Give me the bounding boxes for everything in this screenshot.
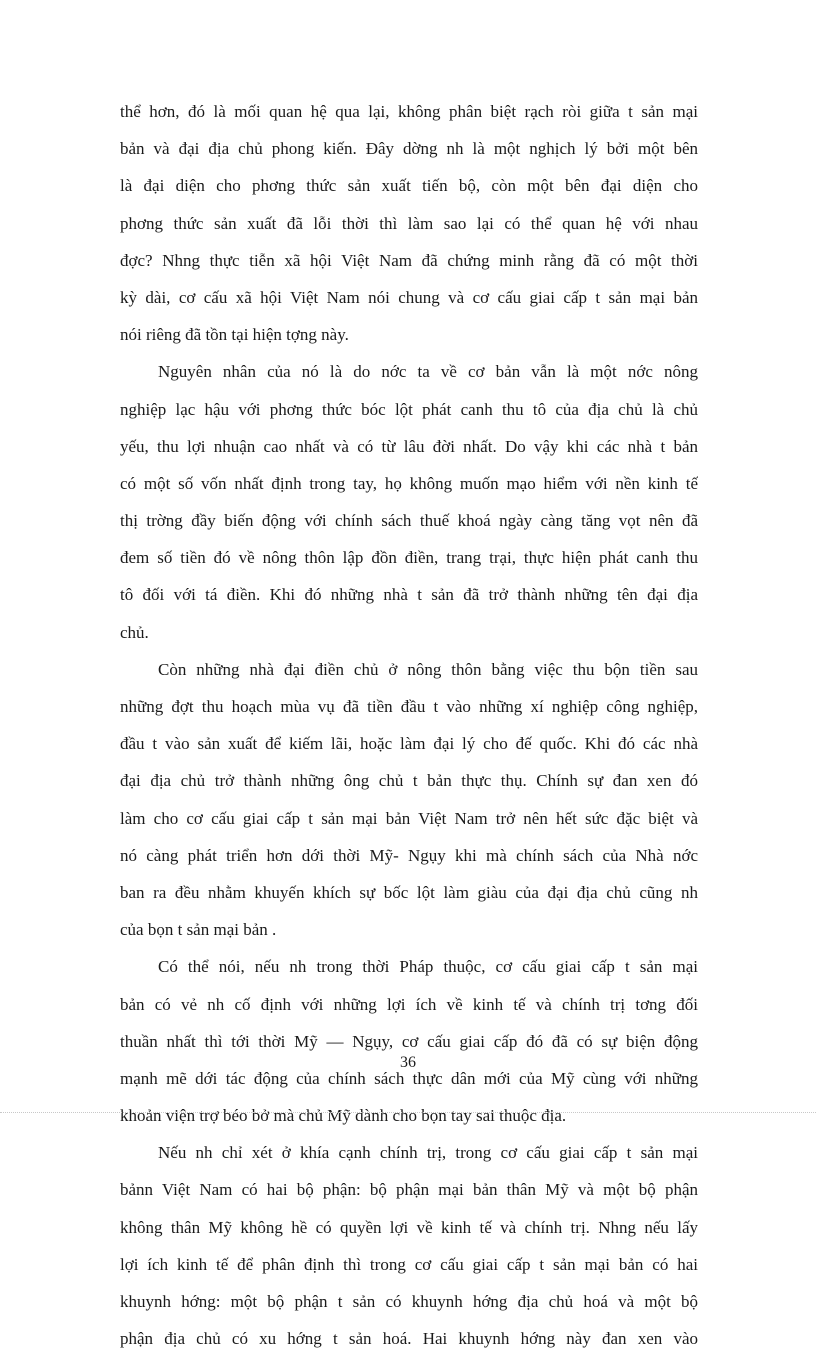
text-line: thị trờng đầy biến động với chính sách thuế khoá ngày càng tăng vọt nên đã [120, 511, 698, 531]
text-line: nghiệp lạc hậu với phơng thức bóc lột phát canh thu tô của địa chủ là chủ [120, 399, 698, 419]
text-line: phận địa chủ có xu hớng t sản hoá. Hai khuynh hớng này đan xen vào [120, 1329, 698, 1349]
text-line: khoản viện trợ béo bở mà chủ Mỹ dành cho bọn tay sai thuộc địa. [120, 1106, 567, 1126]
text-line: tô đối với tá điền. Khi đó những nhà t sản đã trở thành những tên đại địa [120, 585, 698, 605]
text-line: làm cho cơ cấu giai cấp t sản mại bản Việt Nam trở nên hết sức đặc biệt và [120, 808, 698, 828]
text-line: mạnh mẽ dới tác động của chính sách thực dân mới của Mỹ cùng với những [120, 1068, 698, 1088]
text-line: là đại diện cho phơng thức sản xuất tiến bộ, còn một bên đại diện cho [120, 176, 698, 196]
text-line: kỳ dài, cơ cấu xã hội Việt Nam nói chung và cơ cấu giai cấp t sản mại bản [120, 287, 698, 307]
text-line: khuynh hớng: một bộ phận t sản có khuynh hớng địa chủ hoá và một bộ [120, 1292, 698, 1311]
text-line: chủ. [120, 622, 149, 642]
text-line: có một số vốn nhất định trong tay, họ không muốn mạo hiểm với nền kinh tế [120, 473, 698, 493]
text-line: đem số tiền đó về nông thôn lập đồn điền, trang trại, thực hiện phát canh thu [120, 548, 698, 568]
text-line: yếu, thu lợi nhuận cao nhất và có từ lâu đời nhất. Do vậy khi các nhà t bản [120, 436, 698, 456]
text-line: nó càng phát triển hơn dới thời Mỹ- Ngụy khi mà chính sách của Nhà nớc [120, 845, 698, 865]
text-line: đại địa chủ trở thành những ông chủ t bản thực thụ. Chính sự đan xen đó [120, 771, 698, 791]
text-line: thể hơn, đó là mối quan hệ qua lại, không phân biệt rạch ròi giữa t sản mại [120, 102, 698, 121]
text-line: nói riêng đã tồn tại hiện tợng này. [120, 325, 349, 345]
paragraph-first-line: Nếu nh chỉ xét ở khía cạnh chính trị, trong cơ cấu giai cấp t sản mại [158, 1143, 698, 1163]
footer-divider [0, 1112, 816, 1113]
text-line: đợc? Nhng thực tiễn xã hội Việt Nam đã chứng minh rằng đã có một thời [120, 250, 698, 270]
paragraph-first-line: Có thể nói, nếu nh trong thời Pháp thuộc, cơ cấu giai cấp t sản mại [158, 957, 698, 977]
paragraph-first-line: Còn những nhà đại điền chủ ở nông thôn bằng việc thu bộn tiền sau [158, 659, 698, 679]
page-number: 36 [400, 1054, 416, 1071]
text-line: phơng thức sản xuất đã lỗi thời thì làm sao lại có thể quan hệ với nhau [120, 213, 698, 233]
text-line: đầu t vào sản xuất để kiếm lãi, hoặc làm đại lý cho đế quốc. Khi đó các nhà [120, 734, 698, 754]
text-line: thuần nhất thì tới thời Mỹ — Ngụy, cơ cấu giai cấp đó đã có sự biện động [120, 1031, 698, 1051]
body-text [120, 93, 698, 1357]
text-line: bản và đại địa chủ phong kiến. Đây dờng nh là một nghịch lý bởi một bên [120, 139, 698, 159]
text-line: bản có vẻ nh cố định với những lợi ích về kinh tế và chính trị tơng đối [120, 994, 698, 1014]
text-line: không thân Mỹ không hề có quyền lợi về kinh tế và chính trị. Nhng nếu lấy [120, 1217, 698, 1237]
text-line: bảnn Việt Nam có hai bộ phận: bộ phận mại bản thân Mỹ và một bộ phận [120, 1180, 698, 1200]
text-line: ban ra đều nhằm khuyến khích sự bốc lột làm giàu của đại địa chủ cũng nh [120, 882, 698, 902]
paragraph-first-line: Nguyên nhân của nó là do nớc ta về cơ bản vẫn là một nớc nông [158, 362, 698, 382]
text-line: của bọn t sản mại bản . [120, 920, 277, 940]
text-line: lợi ích kinh tế để phân định thì trong cơ cấu giai cấp t sản mại bản có hai [120, 1254, 698, 1274]
text-line: những đợt thu hoạch mùa vụ đã tiền đầu t vào những xí nghiệp công nghiệp, [120, 697, 698, 716]
